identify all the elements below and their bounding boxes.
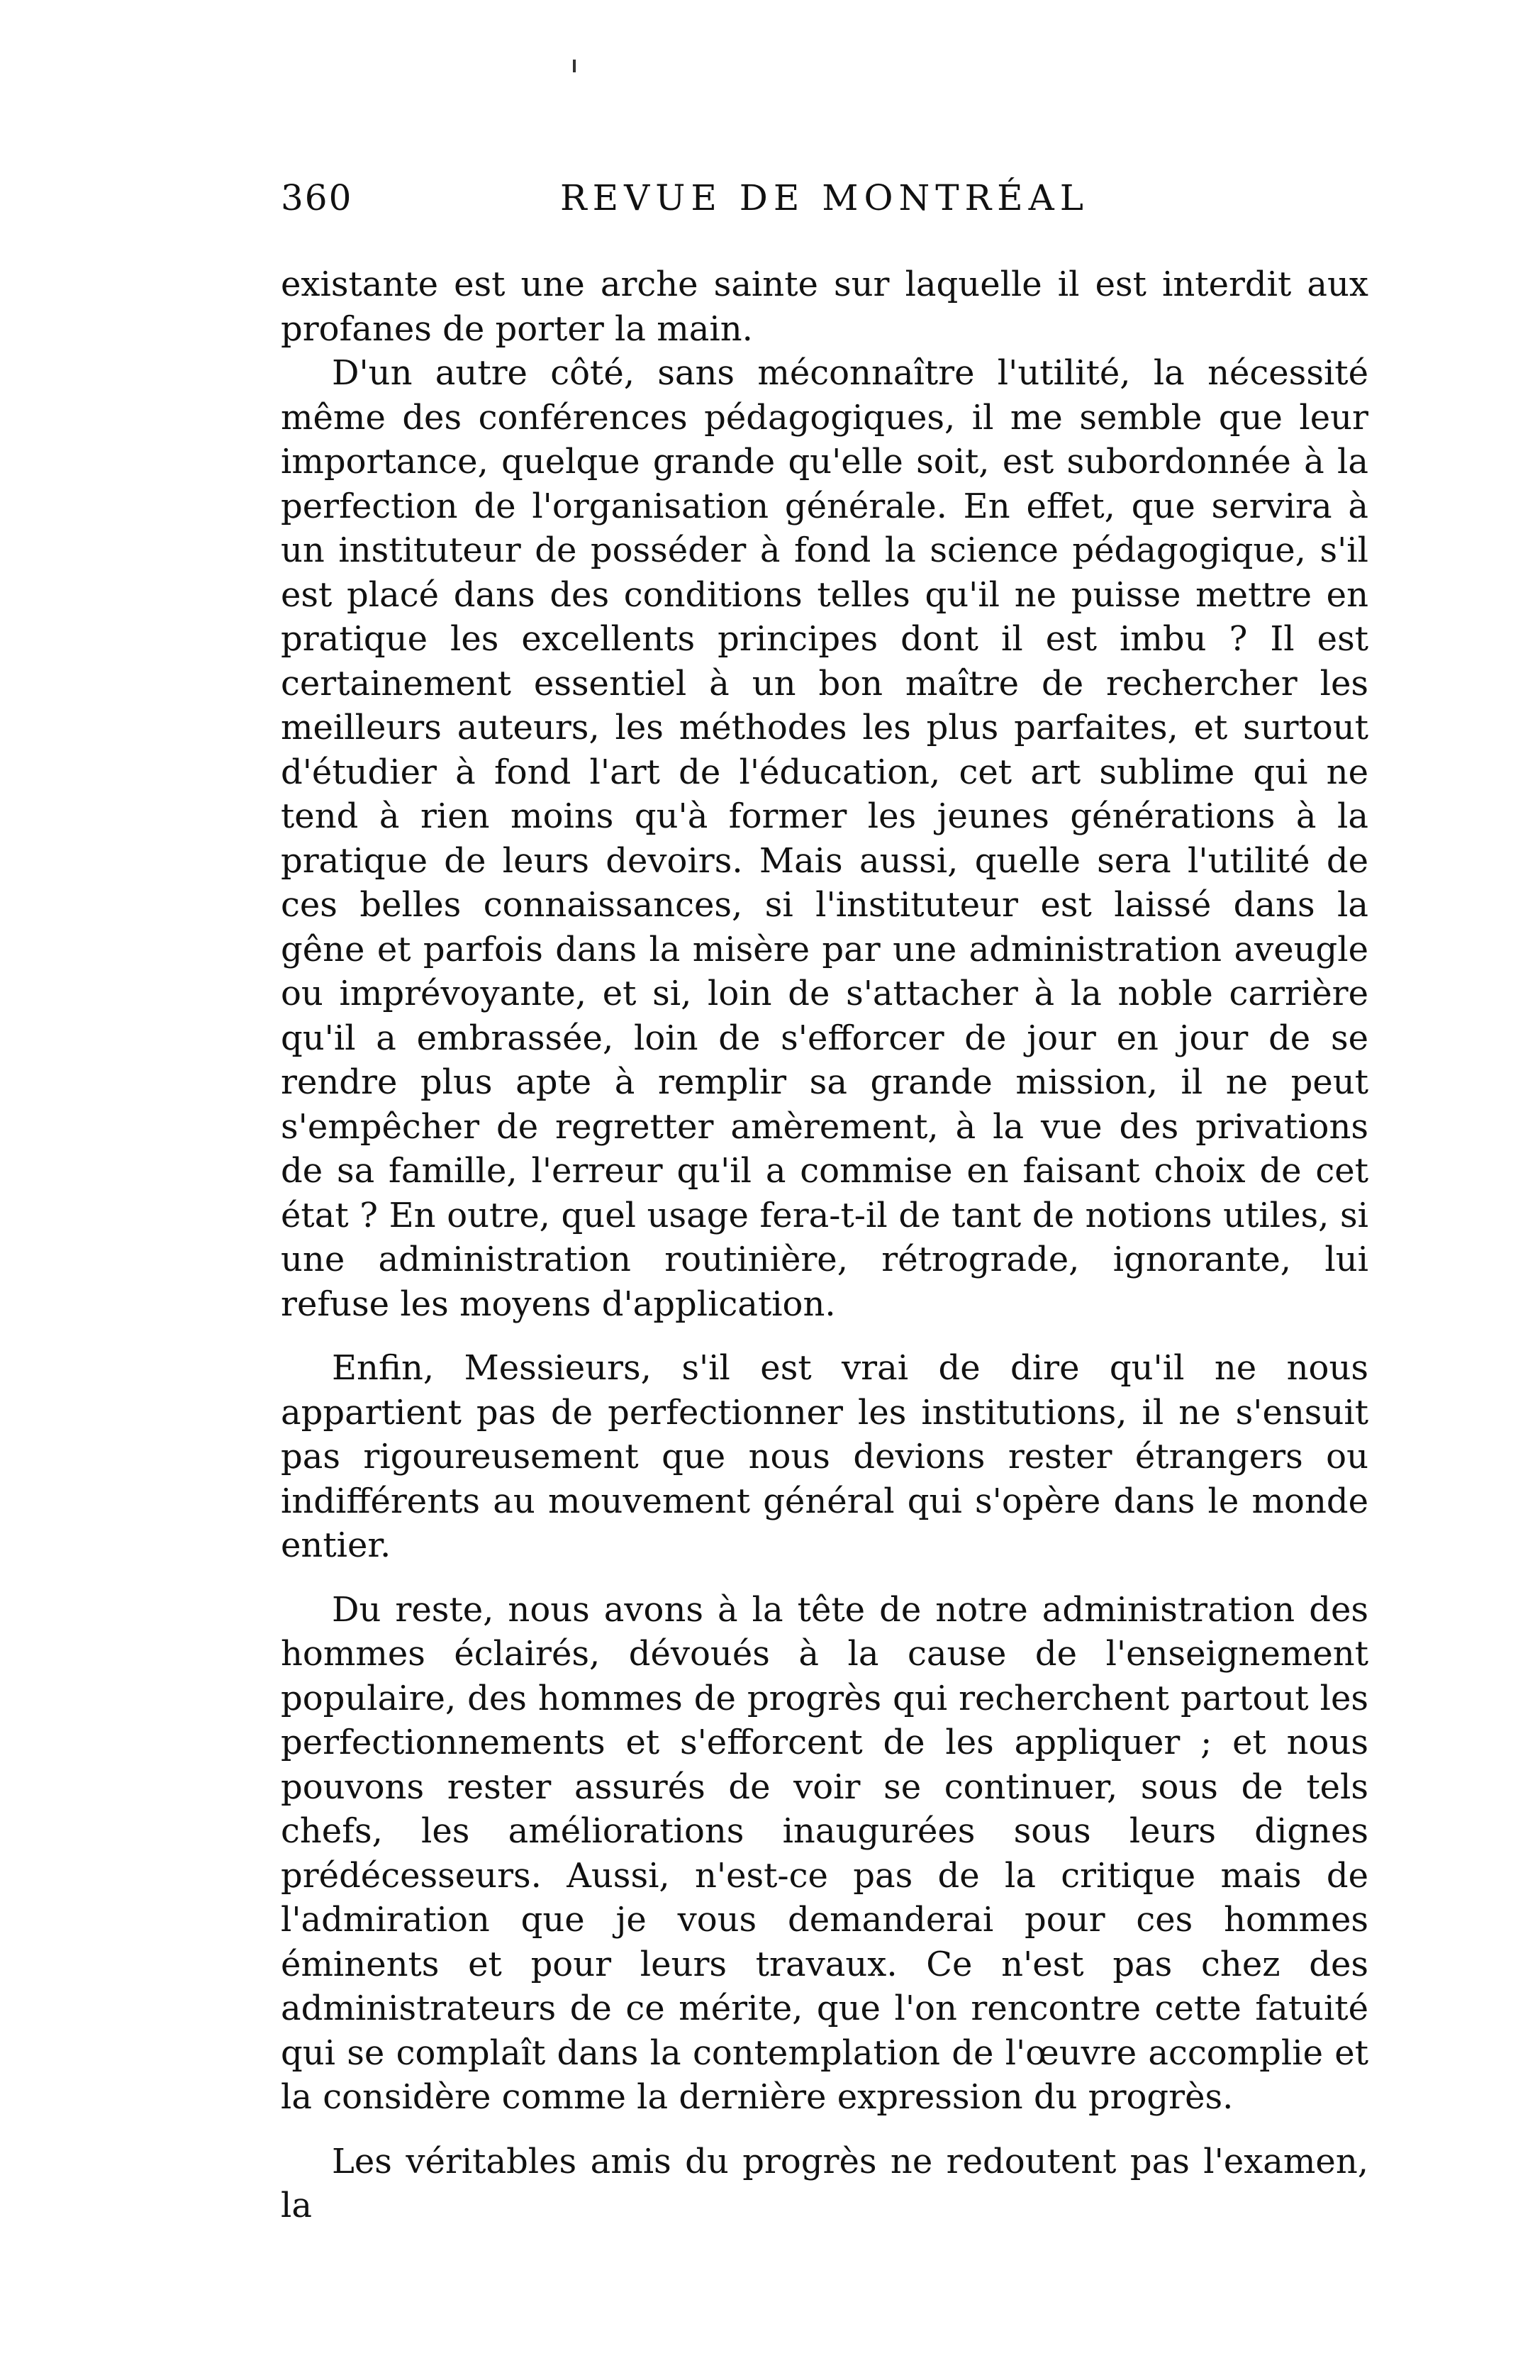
body-text bbox=[281, 262, 1368, 2228]
running-title: REVUE DE MONTRÉAL bbox=[559, 177, 1089, 218]
paragraph-continuation: existante est une arche sainte sur laquelle il est interdit aux profanes de porter la main. bbox=[281, 265, 1368, 349]
paragraph-enfin: Enfin, Messieurs, s'il est vrai de dire qu'il ne nous appartient pas de perfectionner les institutions, il ne s'ensuit pas rigoureusement que nous devions rester étrangers ou indifférents au mouvement général qui s'opère dans le monde entier. bbox=[281, 1348, 1368, 1565]
page-number: 360 bbox=[281, 177, 353, 218]
stray-ink-mark bbox=[573, 60, 576, 72]
paragraph-veritables-amis: Les véritables amis du progrès ne redoutent pas l'examen, la bbox=[281, 2141, 1368, 2225]
paragraph-conferences: D'un autre côté, sans méconnaître l'utilité, la nécessité même des conférences pédagogiques, il me semble que leur importance, quelque grande qu'elle soit, est subordonnée à la perfection de l'organisation générale. En effet, que servira à un instituteur de posséder à fond la science pédagogique, s'il est placé dans des conditions telles qu'il ne puisse mettre en pratique les excellents principes dont il est imbu ? Il est certainement essentiel à un bon maître de rechercher les meilleurs auteurs, les méthodes les plus parfaites, et surtout d'étudier à fond l'art de l'éducation, cet art sublime qui ne tend à rien moins qu'à former les jeunes générations à la pratique de leurs devoirs. Mais aussi, quelle sera l'utilité de ces belles connaissances, si l'instituteur est laissé dans la gêne et parfois dans la misère par une administration aveugle ou imprévoyante, et si, loin de s'attacher à la noble carrière qu'il a embrassée, loin de s'efforcer de jour en jour de se rendre plus apte à remplir sa grande mission, il ne peut s'empêcher de regretter amèrement, à la vue des privations de sa famille, l'erreur qu'il a commise en faisant choix de cet état ? En outre, quel usage fera-t-il de tant de notions utiles, si une administration routinière, rétrograde, ignorante, lui refuse les moyens d'application. bbox=[281, 353, 1368, 1324]
page-header bbox=[281, 177, 1368, 234]
paragraph-du-reste: Du reste, nous avons à la tête de notre administration des hommes éclairés, dévoués à la cause de l'enseignement populaire, des hommes de progrès qui recherchent partout les perfectionnements et s'efforcent de les appliquer ; et nous pouvons rester assurés de voir se continuer, sous de tels chefs, les améliorations inaugurées sous leurs dignes prédécesseurs. Aussi, n'est-ce pas de la critique mais de l'admiration que je vous demanderai pour ces hommes éminents et pour leurs travaux. Ce n'est pas chez des administrateurs de ce mérite, que l'on rencontre cette fatuité qui se complaît dans la contemplation de l'œuvre accomplie et la considère comme la dernière expression du progrès. bbox=[281, 1589, 1368, 2117]
